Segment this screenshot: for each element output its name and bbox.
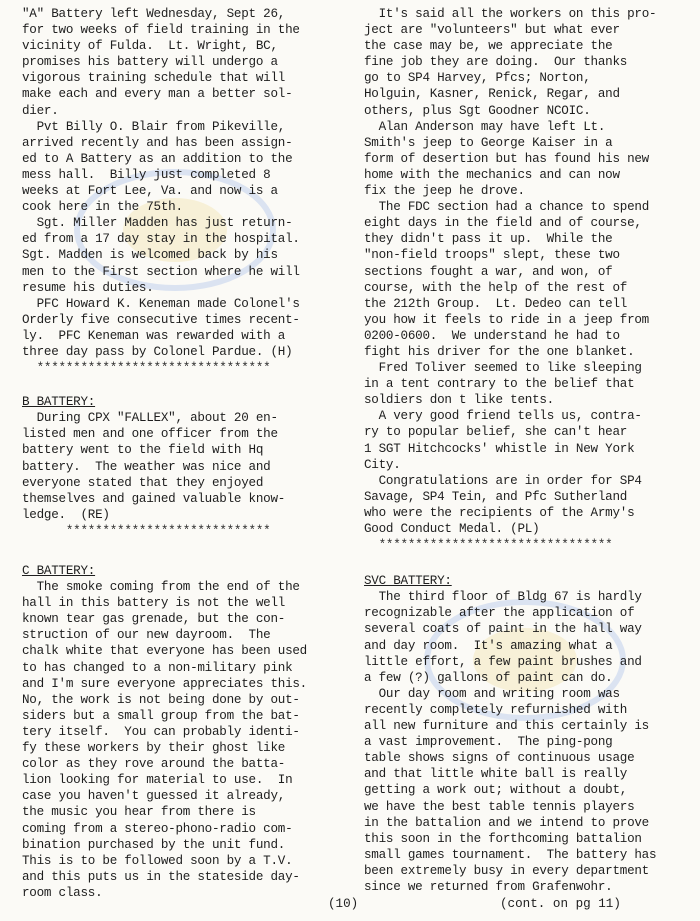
svc-battery-section — [364, 573, 686, 895]
right-paragraph-4: Fred Toliver seemed to like sleeping in a tent contrary to the belief that soldiers don t like tents. — [364, 361, 642, 408]
b-battery-section — [22, 394, 344, 539]
svc-battery-heading: SVC BATTERY: — [364, 574, 452, 589]
right-paragraph-5: A very good friend tells us, contra- ry to popular belief, she can't hear 1 SGT Hitchcocks' whistle in New York City. — [364, 409, 642, 472]
right-divider: ******************************** — [364, 538, 613, 553]
b-battery-heading: B BATTERY: — [22, 395, 96, 410]
right-paragraph-6: Congratulations are in order for SP4 Savage, SP4 Tein, and Pfc Sutherland who were the recipients of the Army's Good Conduct Medal. (PL) — [364, 473, 642, 536]
a-battery-paragraph-3: Sgt. Miller Madden has just return- ed from a 17 day stay in the hospital. Sgt. Madden is welcomed back by his men to the First section where he will resume his duties. — [22, 216, 300, 295]
right-column — [364, 6, 686, 895]
a-battery-divider: ******************************** — [22, 361, 271, 376]
a-battery-paragraph-1: "A" Battery left Wednesday, Sept 26, for two weeks of field training in the vicinity of Fulda. Lt. Wright, BC, promises his battery will undergo a vigorous training schedule that will make each and every man a better sol- dier. — [22, 7, 300, 118]
svc-battery-paragraph-1: The third floor of Bldg 67 is hardly recognizable after the application of several coats of paint in the hall way and day room. It's amazing what a little effort, a few paint brushes and a few (?) gallons of paint can do. — [364, 590, 642, 685]
continued-note: (cont. on pg 11) — [500, 897, 621, 911]
right-paragraph-1: It's said all the workers on this pro- ject are "volunteers" but what ever the case may be, we appreciate the fine job they are doing. Our thanks go to SP4 Harvey, Pfcs; Norton, Holguin, Kasner, Renick, Regar, and others, plus Sgt Goodner NCOIC. — [364, 7, 657, 118]
b-battery-paragraph-1: During CPX "FALLEX", about 20 en- listed men and one officer from the battery went to the field with Hq battery. The weather was nice and everyone stated that they enjoyed themselves and gained valuable know- ledge. (RE) — [22, 411, 286, 522]
b-battery-divider: **************************** — [22, 523, 271, 538]
a-battery-paragraph-4: PFC Howard K. Keneman made Colonel's Orderly five consecutive times recent- ly. PFC Keneman was rewarded with a three day pass by Colonel Pardue. (H) — [22, 296, 300, 359]
c-battery-paragraph-1: The smoke coming from the end of the hall in this battery is not the well known tear gas grenade, but the con- struction of our new dayroom. The chalk white that everyone has been used to has changed to a non-military pink and I'm sure everyone appreciates this. No, the work is not being done by out- siders but a small group from the bat- tery itself. You can probably identi- fy these workers by their ghost like color as they rove around the batta- lion looking for material to use. In case you haven't guessed it already, the music you hear from there is coming from a stereo-phono-radio com- bination purchased by the unit fund. This is to be followed soon by a T.V. and this puts us in the stateside day- room class. — [22, 580, 307, 900]
c-battery-heading: C BATTERY: — [22, 564, 96, 578]
right-paragraph-3: The FDC section had a chance to spend eight days in the field and of course, they didn't pass it up. While the "non-field troops" slept, these two sections fought a war, and won, of course, with the help of the rest of the 212th Group. Lt. Dedeo can tell you how it feels to ride in a jeep from 0200-0600. We understand he had to fight his driver for the one blanket. — [364, 200, 650, 359]
a-battery-paragraph-2: Pvt Billy O. Blair from Pikeville, arrived recently and has been assign- ed to A Battery as an addition to the mess hall. Billy just completed 8 weeks at Fort Lee, Va. and now is a cook here in the 75th. — [22, 119, 293, 215]
page-number: (10) — [328, 897, 359, 911]
a-battery-section — [22, 6, 344, 376]
c-battery-continued-section — [364, 6, 686, 553]
right-paragraph-2: Alan Anderson may have left Lt. Smith's jeep to George Kaiser in a form of desertion but has found his new home with the mechanics and can now fix the jeep he drove. — [364, 119, 649, 199]
left-column — [22, 6, 344, 901]
c-battery-section — [22, 563, 344, 901]
svc-battery-paragraph-2: Our day room and writing room was recently completely refurnished with all new furniture and this certainly is a vast improvement. The ping-pong table shows signs of continuous usage and that little white ball is really getting a work out; without a doubt, we have the best table tennis players in the battalion and we intend to prove this soon in the forthcoming battalion small games tournament. The battery has been extremely busy in every department since we returned from Grafenwohr. — [364, 686, 657, 894]
